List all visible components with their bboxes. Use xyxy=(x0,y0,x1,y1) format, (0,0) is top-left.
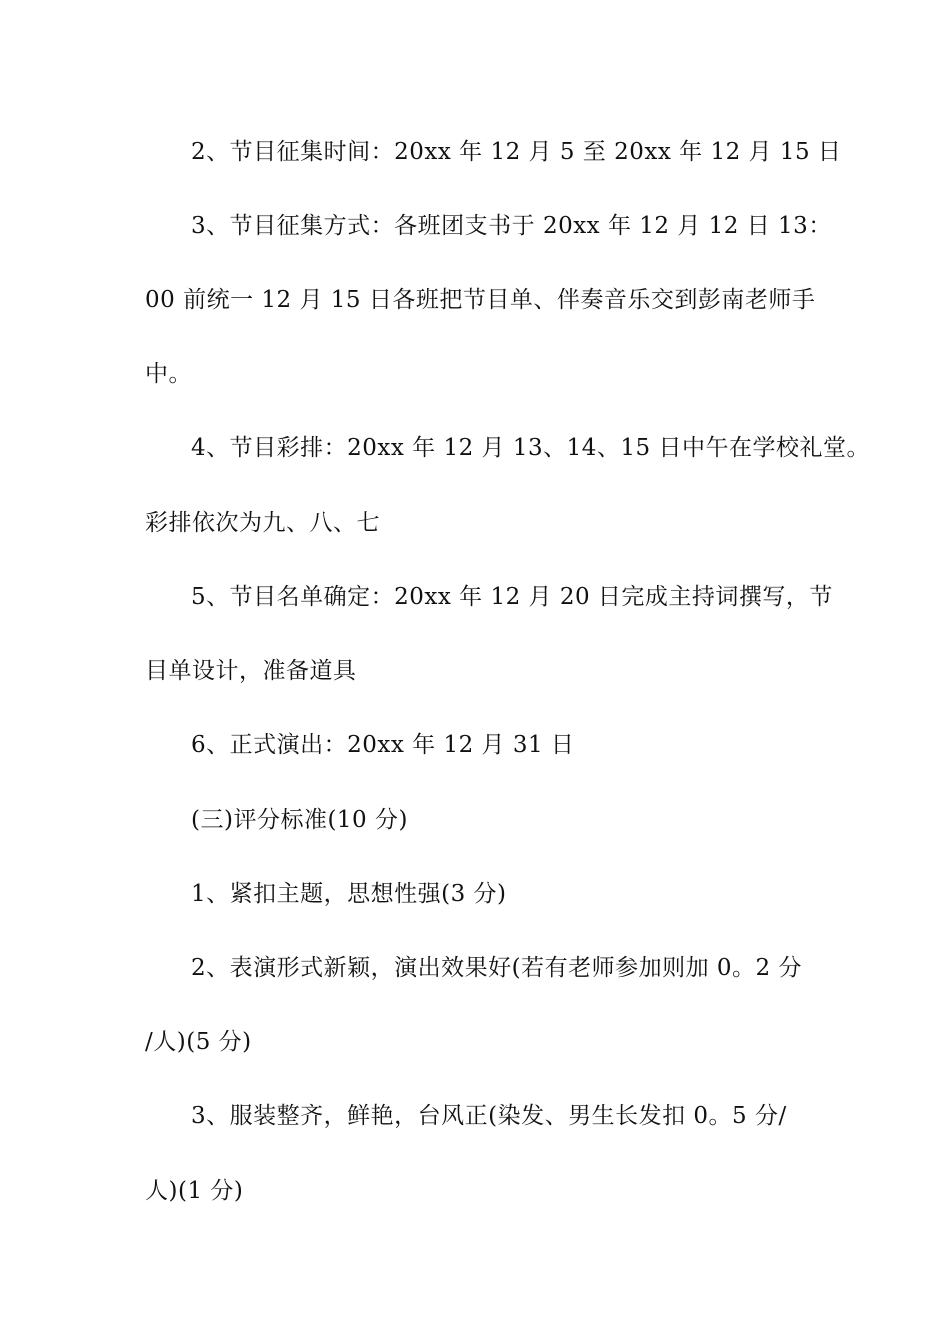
paragraph-line: 5、节目名单确定：20xx 年 12 月 20 日完成主持词撰写，节 xyxy=(191,584,833,610)
paragraph-line: 6、正式演出：20xx 年 12 月 31 日 xyxy=(191,732,575,758)
paragraph-line: 3、服装整齐，鲜艳，台风正(染发、男生长发扣 0。5 分/ xyxy=(191,1103,787,1129)
section-heading: (三)评分标准(10 分) xyxy=(191,807,408,833)
paragraph-line: 1、紧扣主题，思想性强(3 分) xyxy=(191,881,507,907)
paragraph-line: 3、节目征集方式：各班团支书于 20xx 年 12 月 12 日 13： xyxy=(191,213,832,239)
paragraph-line: 00 前统一 12 月 15 日各班把节目单、伴奏音乐交到彭南老师手 xyxy=(145,287,816,313)
paragraph-line: 彩排依次为九、八、七 xyxy=(145,510,380,536)
paragraph-line: 2、表演形式新颖，演出效果好(若有老师参加则加 0。2 分 xyxy=(191,955,802,981)
paragraph-line: 目单设计，准备道具 xyxy=(145,658,357,684)
paragraph-line: /人)(5 分) xyxy=(145,1029,252,1055)
paragraph-line: 4、节目彩排：20xx 年 12 月 13、14、15 日中午在学校礼堂。 xyxy=(191,435,870,461)
paragraph-line: 2、节目征集时间：20xx 年 12 月 5 至 20xx 年 12 月 15 日 xyxy=(191,139,842,165)
paragraph-line: 人)(1 分) xyxy=(145,1178,244,1204)
paragraph-line: 中。 xyxy=(145,361,192,387)
